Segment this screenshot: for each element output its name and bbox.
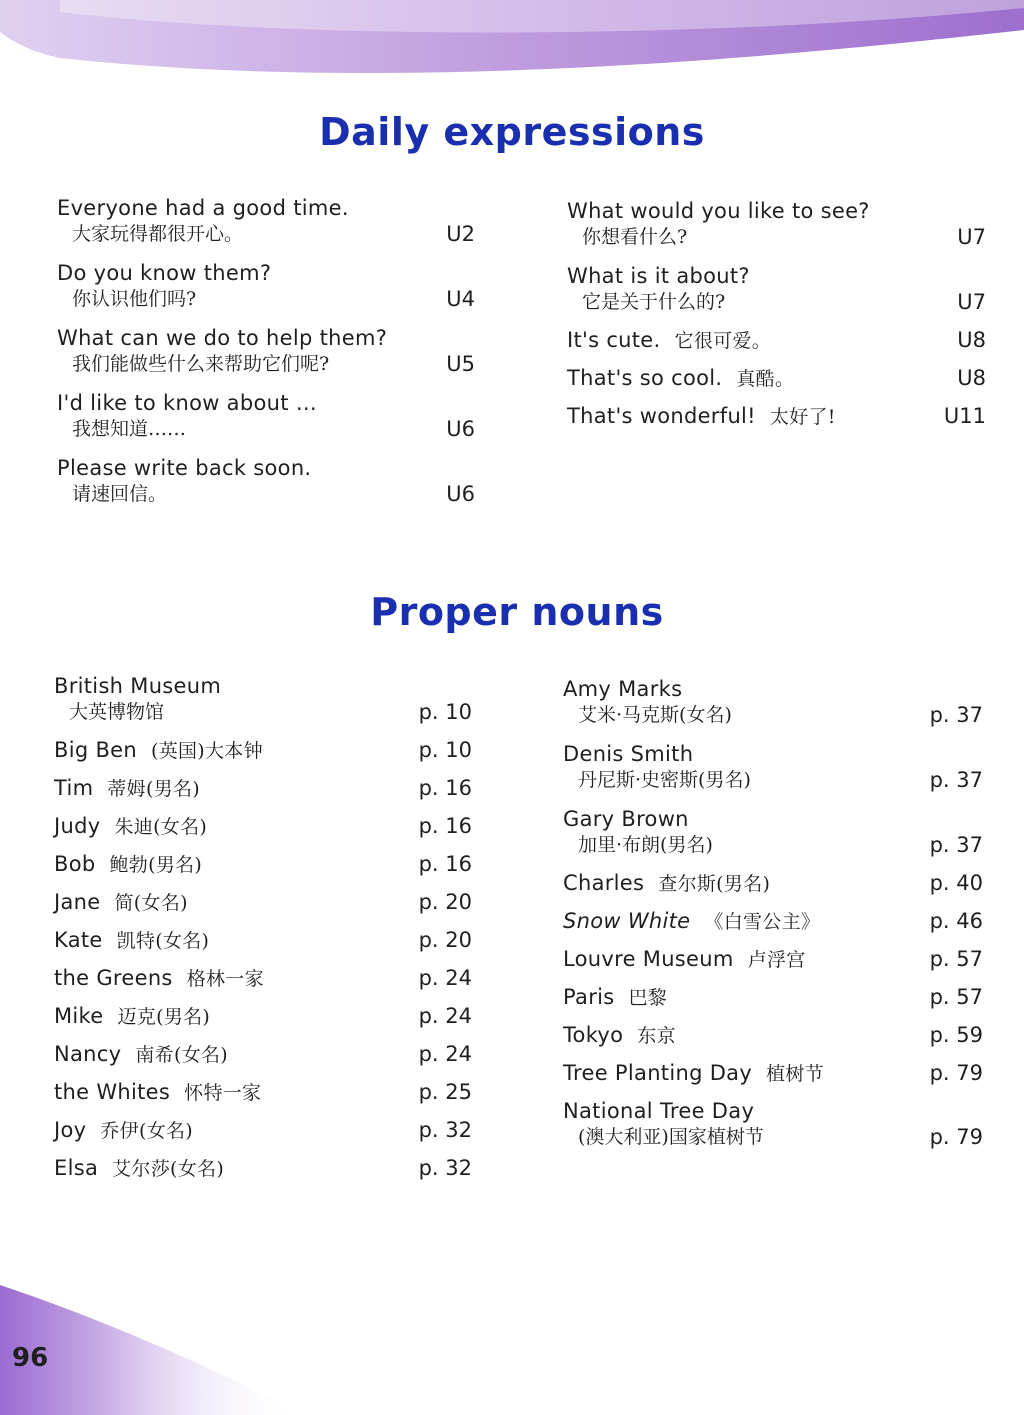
entry-english-text: It's cute. (567, 328, 661, 352)
entry-english (54, 927, 472, 954)
entry-ref: U8 (957, 328, 986, 352)
entry-english-text: Kate (54, 928, 103, 952)
daily-right-column (567, 198, 986, 429)
entry-english (563, 1022, 983, 1049)
entry-ref: U5 (446, 352, 475, 376)
list-item (567, 403, 986, 429)
top-purple-swoosh (0, 0, 1024, 120)
page-number: 96 (12, 1343, 49, 1373)
entry-chinese: 简(女名) (114, 892, 188, 914)
entry-chinese: 南希(女名) (135, 1044, 229, 1066)
entry-chinese: 《白雪公主》 (704, 911, 821, 933)
entry-english (563, 870, 983, 897)
list-item (54, 1079, 472, 1105)
entry-ref: U8 (957, 366, 986, 390)
entry-ref: p. 79 (929, 1125, 983, 1149)
entry-ref: p. 40 (929, 871, 983, 895)
entry-ref: U7 (957, 225, 986, 249)
entry-english-text: Jane (54, 890, 101, 914)
entry-chinese: 迈克(男名) (117, 1006, 211, 1028)
list-item (567, 198, 986, 250)
entry-chinese: 乔伊(女名) (100, 1120, 194, 1142)
entry-english-text: Tim (54, 776, 94, 800)
entry-english-text: Snow White (563, 909, 691, 933)
entry-chinese: 凯特(女名) (116, 930, 210, 952)
list-item (567, 263, 986, 315)
list-item (563, 984, 983, 1010)
entry-english: What is it about? (567, 264, 750, 288)
entry-english-text: the Greens (54, 966, 173, 990)
entry-chinese: 你认识他们吗? (72, 288, 197, 310)
entry-english-text: That's wonderful! (567, 404, 756, 428)
list-item (567, 327, 986, 353)
entry-ref: p. 57 (929, 985, 983, 1009)
entry-english (563, 984, 983, 1011)
entry-english-text: Bob (54, 852, 96, 876)
entry-english (567, 403, 986, 430)
entry-chinese: 加里·布朗(男名) (578, 834, 713, 856)
entry-english (563, 946, 983, 973)
entry-ref: p. 20 (418, 928, 472, 952)
entry-english (54, 813, 472, 840)
entry-english (54, 1117, 472, 1144)
entry-english (54, 737, 472, 764)
list-item (563, 1098, 983, 1150)
entry-ref: p. 59 (929, 1023, 983, 1047)
entry-chinese: 艾尔莎(女名) (112, 1158, 225, 1180)
entry-chinese: 朱迪(女名) (114, 816, 208, 838)
proper-right-column (563, 676, 983, 1150)
list-item (54, 1041, 472, 1067)
entry-ref: p. 10 (418, 700, 472, 724)
list-item (57, 260, 475, 312)
entry-chinese: 我想知道…… (72, 418, 187, 440)
entry-chinese: 我们能做些什么来帮助它们呢? (72, 353, 330, 375)
entry-chinese: 格林一家 (186, 968, 264, 990)
entry-chinese: 艾米·马克斯(女名) (578, 704, 732, 726)
entry-english (54, 1003, 472, 1030)
entry-ref: p. 16 (418, 852, 472, 876)
list-item (563, 870, 983, 896)
list-item (54, 1003, 472, 1029)
list-item (563, 908, 983, 934)
proper-left-column (54, 673, 472, 1181)
list-item (563, 1022, 983, 1048)
list-item (54, 737, 472, 763)
entry-english: I'd like to know about … (57, 391, 318, 415)
list-item (567, 365, 986, 391)
entry-english (54, 965, 472, 992)
list-item (57, 455, 475, 507)
entry-english-text: Tree Planting Day (563, 1061, 753, 1085)
entry-english-text: Joy (54, 1118, 87, 1142)
entry-ref: p. 10 (418, 738, 472, 762)
entry-english (54, 1155, 472, 1182)
entry-ref: p. 37 (929, 833, 983, 857)
entry-chinese: 植树节 (766, 1063, 824, 1085)
entry-english-text: the Whites (54, 1080, 171, 1104)
entry-english: Do you know them? (57, 261, 272, 285)
list-item (563, 1060, 983, 1086)
entry-chinese: 巴黎 (628, 987, 668, 1009)
entry-english: British Museum (54, 674, 222, 698)
entry-english-text: Elsa (54, 1156, 99, 1180)
list-item (563, 676, 983, 728)
entry-english-text: Nancy (54, 1042, 122, 1066)
entry-chinese: 蒂姆(男名) (107, 778, 201, 800)
list-item (54, 927, 472, 953)
list-item (54, 813, 472, 839)
proper-nouns-title: Proper nouns (370, 590, 664, 634)
entry-ref: p. 20 (418, 890, 472, 914)
list-item (54, 1155, 472, 1181)
list-item (54, 965, 472, 991)
entry-ref: U6 (446, 482, 475, 506)
entry-english: Denis Smith (563, 742, 694, 766)
entry-ref: p. 32 (418, 1156, 472, 1180)
entry-chinese: (澳大利亚)国家植树节 (578, 1126, 764, 1148)
list-item (57, 325, 475, 377)
entry-english-text: Tokyo (563, 1023, 624, 1047)
entry-english: What would you like to see? (567, 199, 870, 223)
entry-chinese: 你想看什么? (582, 226, 688, 248)
entry-chinese: 太好了! (769, 406, 836, 428)
list-item (563, 806, 983, 858)
entry-ref: p. 24 (418, 1042, 472, 1066)
entry-ref: U2 (446, 222, 475, 246)
entry-english-text: Louvre Museum (563, 947, 734, 971)
list-item (54, 851, 472, 877)
entry-english: National Tree Day (563, 1099, 755, 1123)
entry-english (563, 908, 983, 935)
entry-chinese: 查尔斯(男名) (658, 873, 771, 895)
entry-english (54, 851, 472, 878)
list-item (54, 673, 472, 725)
entry-english-text: That's so cool. (567, 366, 723, 390)
entry-ref: p. 16 (418, 776, 472, 800)
entry-chinese: (英国)大本钟 (150, 740, 263, 762)
daily-expressions-title: Daily expressions (319, 110, 705, 154)
entry-ref: U4 (446, 287, 475, 311)
entry-english-text: Paris (563, 985, 615, 1009)
entry-ref: p. 32 (418, 1118, 472, 1142)
entry-ref: p. 25 (418, 1080, 472, 1104)
entry-chinese: 它是关于什么的? (582, 291, 726, 313)
entry-english (54, 1079, 472, 1106)
list-item (54, 889, 472, 915)
entry-ref: p. 37 (929, 703, 983, 727)
entry-ref: p. 46 (929, 909, 983, 933)
entry-english (54, 1041, 472, 1068)
entry-chinese: 大英博物馆 (69, 701, 165, 723)
list-item (563, 741, 983, 793)
entry-ref: p. 24 (418, 966, 472, 990)
entry-english (567, 365, 986, 392)
entry-english-text: Mike (54, 1004, 104, 1028)
list-item (57, 195, 475, 247)
list-item (54, 775, 472, 801)
entry-english (54, 889, 472, 916)
daily-left-column (57, 195, 475, 507)
entry-chinese: 丹尼斯·史密斯(男名) (578, 769, 751, 791)
entry-ref: p. 24 (418, 1004, 472, 1028)
entry-chinese: 请速回信。 (72, 483, 168, 505)
entry-ref: U6 (446, 417, 475, 441)
entry-chinese: 怀特一家 (184, 1082, 262, 1104)
entry-chinese: 东京 (637, 1025, 676, 1047)
entry-english-text: Judy (54, 814, 101, 838)
list-item (57, 390, 475, 442)
entry-english: Everyone had a good time. (57, 196, 349, 220)
entry-chinese: 真酷。 (736, 368, 795, 390)
list-item (563, 946, 983, 972)
entry-ref: p. 57 (929, 947, 983, 971)
entry-chinese: 大家玩得都很开心。 (72, 223, 244, 245)
entry-chinese: 它很可爱。 (674, 330, 772, 352)
entry-english-text: Charles (563, 871, 645, 895)
entry-chinese: 鲍勃(男名) (109, 854, 203, 876)
list-item (54, 1117, 472, 1143)
bottom-purple-swoosh (0, 1215, 1024, 1415)
entry-english: Amy Marks (563, 677, 683, 701)
entry-english (567, 327, 986, 354)
entry-english (563, 1060, 983, 1087)
entry-ref: U7 (957, 290, 986, 314)
entry-ref: p. 37 (929, 768, 983, 792)
entry-ref: U11 (943, 404, 986, 428)
entry-english (54, 775, 472, 802)
entry-ref: p. 79 (929, 1061, 983, 1085)
entry-english: Please write back soon. (57, 456, 312, 480)
entry-english-text: Big Ben (54, 738, 137, 762)
entry-english: What can we do to help them? (57, 326, 388, 350)
entry-ref: p. 16 (418, 814, 472, 838)
entry-english: Gary Brown (563, 807, 689, 831)
entry-chinese: 卢浮宫 (747, 949, 806, 971)
